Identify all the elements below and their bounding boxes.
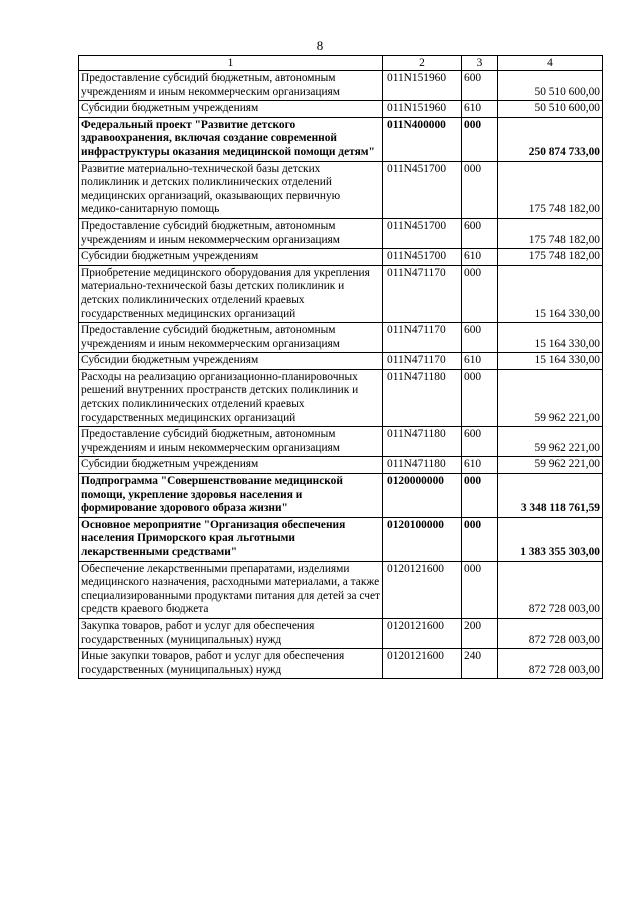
- budget-table-body: [79, 56, 603, 679]
- cell-name: Приобретение медицинского оборудования для укрепления материально-технической базы детских поликлиник и детских поликлинических отделений краевых государственных медицинских организаций: [79, 265, 383, 322]
- cell-code: 011N471180: [383, 369, 462, 426]
- cell-name: Федеральный проект "Развитие детского здравоохранения, включая создание современной инфраструктуры оказания медицинской помощи детям": [79, 117, 383, 161]
- table-row: [79, 427, 603, 457]
- cell-type: 000: [462, 369, 498, 426]
- cell-type: 610: [462, 101, 498, 118]
- cell-code: 011N471170: [383, 265, 462, 322]
- cell-amount: 15 164 330,00: [498, 323, 603, 353]
- cell-amount: 59 962 221,00: [498, 369, 603, 426]
- table-row: [79, 265, 603, 322]
- cell-type: 000: [462, 474, 498, 518]
- cell-name: Субсидии бюджетным учреждениям: [79, 353, 383, 370]
- cell-amount: 50 510 600,00: [498, 101, 603, 118]
- table-row: [79, 474, 603, 518]
- cell-type: 000: [462, 117, 498, 161]
- cell-type: 600: [462, 427, 498, 457]
- cell-amount: 175 748 182,00: [498, 218, 603, 248]
- table-row: [79, 618, 603, 648]
- table-row: [79, 457, 603, 474]
- cell-code: 011N471170: [383, 323, 462, 353]
- table-header-row: [79, 56, 603, 71]
- cell-name: Обеспечение лекарственными препаратами, изделиями медицинского назначения, расходными материалами, а также специализированными продуктами питания для детей за счет средств краевого бюджета: [79, 561, 383, 618]
- column-header-amount: 4: [498, 56, 603, 71]
- cell-code: 0120121600: [383, 649, 462, 679]
- cell-amount: 59 962 221,00: [498, 427, 603, 457]
- cell-amount: 3 348 118 761,59: [498, 474, 603, 518]
- table-row: [79, 649, 603, 679]
- cell-name: Основное мероприятие "Организация обеспечения населения Приморского края льготными лекарственными средствами": [79, 517, 383, 561]
- table-row: [79, 323, 603, 353]
- cell-type: 000: [462, 517, 498, 561]
- cell-code: 0120000000: [383, 474, 462, 518]
- table-row: [79, 249, 603, 266]
- cell-code: 011N451700: [383, 249, 462, 266]
- table-row: [79, 369, 603, 426]
- cell-amount: 872 728 003,00: [498, 618, 603, 648]
- budget-table: [78, 55, 603, 679]
- cell-name: Субсидии бюджетным учреждениям: [79, 457, 383, 474]
- table-row: [79, 161, 603, 218]
- cell-amount: 175 748 182,00: [498, 161, 603, 218]
- cell-name: Расходы на реализацию организационно-планировочных решений внутренних пространств детских поликлиник и детских поликлинических отделений краевых государственных медицинских организаций: [79, 369, 383, 426]
- cell-code: 0120100000: [383, 517, 462, 561]
- cell-code: 011N451700: [383, 161, 462, 218]
- cell-name: Предоставление субсидий бюджетным, автономным учреждениям и иным некоммерческим организациям: [79, 323, 383, 353]
- cell-amount: 1 383 355 303,00: [498, 517, 603, 561]
- column-header-name: 1: [79, 56, 383, 71]
- table-row: [79, 101, 603, 118]
- table-row: [79, 517, 603, 561]
- cell-type: 600: [462, 323, 498, 353]
- cell-code: 011N151960: [383, 71, 462, 101]
- cell-type: 610: [462, 249, 498, 266]
- cell-name: Развитие материально-технической базы детских поликлиник и детских поликлинических отделений медицинских организаций, оказывающих первичную медико-санитарную помощь: [79, 161, 383, 218]
- cell-type: 000: [462, 161, 498, 218]
- cell-type: 610: [462, 457, 498, 474]
- table-row: [79, 561, 603, 618]
- cell-type: 200: [462, 618, 498, 648]
- cell-amount: 15 164 330,00: [498, 265, 603, 322]
- cell-code: 0120121600: [383, 561, 462, 618]
- cell-type: 600: [462, 71, 498, 101]
- page-number: 8: [316, 38, 324, 53]
- column-header-code: 2: [383, 56, 462, 71]
- cell-name: Предоставление субсидий бюджетным, автономным учреждениям и иным некоммерческим организациям: [79, 427, 383, 457]
- cell-type: 000: [462, 561, 498, 618]
- cell-amount: 872 728 003,00: [498, 649, 603, 679]
- cell-type: 240: [462, 649, 498, 679]
- cell-amount: 59 962 221,00: [498, 457, 603, 474]
- column-header-type: 3: [462, 56, 498, 71]
- cell-amount: 50 510 600,00: [498, 71, 603, 101]
- cell-name: Закупка товаров, работ и услуг для обеспечения государственных (муниципальных) нужд: [79, 618, 383, 648]
- cell-type: 600: [462, 218, 498, 248]
- cell-name: Предоставление субсидий бюджетным, автономным учреждениям и иным некоммерческим организациям: [79, 218, 383, 248]
- cell-amount: 15 164 330,00: [498, 353, 603, 370]
- cell-name: Иные закупки товаров, работ и услуг для обеспечения государственных (муниципальных) нужд: [79, 649, 383, 679]
- table-row: [79, 117, 603, 161]
- cell-code: 011N471180: [383, 427, 462, 457]
- table-row: [79, 353, 603, 370]
- cell-name: Предоставление субсидий бюджетным, автономным учреждениям и иным некоммерческим организациям: [79, 71, 383, 101]
- table-row: [79, 71, 603, 101]
- cell-amount: 175 748 182,00: [498, 249, 603, 266]
- cell-type: 000: [462, 265, 498, 322]
- cell-code: 011N471180: [383, 457, 462, 474]
- table-row: [79, 218, 603, 248]
- cell-code: 011N151960: [383, 101, 462, 118]
- cell-code: 0120121600: [383, 618, 462, 648]
- cell-code: 011N400000: [383, 117, 462, 161]
- cell-amount: 250 874 733,00: [498, 117, 603, 161]
- cell-name: Подпрограмма "Совершенствование медицинской помощи, укрепление здоровья населения и формирование здорового образа жизни": [79, 474, 383, 518]
- cell-name: Субсидии бюджетным учреждениям: [79, 101, 383, 118]
- cell-name: Субсидии бюджетным учреждениям: [79, 249, 383, 266]
- cell-code: 011N471170: [383, 353, 462, 370]
- cell-code: 011N451700: [383, 218, 462, 248]
- cell-amount: 872 728 003,00: [498, 561, 603, 618]
- cell-type: 610: [462, 353, 498, 370]
